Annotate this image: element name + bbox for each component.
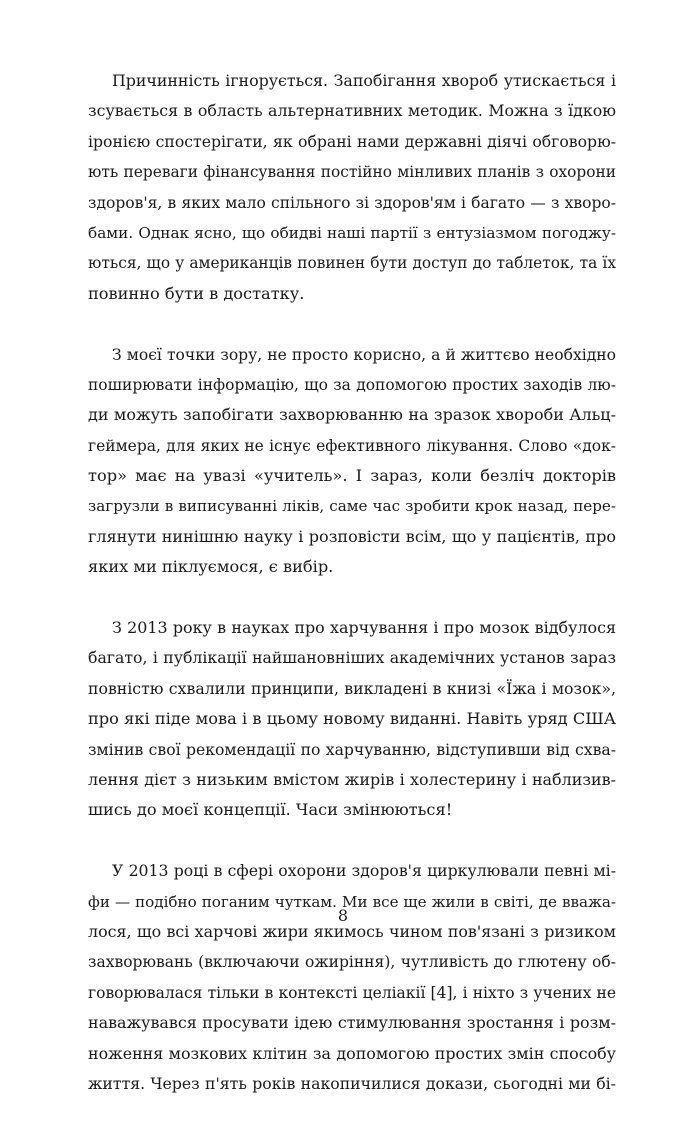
- text-line: ди можуть запобігати захворюванню на зразок хвороби Альц-: [88, 405, 616, 425]
- body-text: [88, 66, 616, 1130]
- text-line: тор» має на увазі «учитель». І зараз, коли безліч докторів: [88, 466, 616, 486]
- text-line: бами. Однак ясно, що обидві наші партії з ентузіазмом погоджу-: [88, 223, 616, 242]
- text-line: життя. Через п'ять років накопичилися докази, сьогодні ми бі-: [88, 1073, 616, 1093]
- text-line: наважувався просувати ідею стимулювання зростання і розм-: [88, 1013, 616, 1033]
- paragraph: [88, 613, 616, 826]
- text-line: повинно бути в достатку.: [88, 283, 305, 303]
- text-line: глянути нинішню науку і розповісти всім, що у пацієнтів, про: [88, 526, 616, 546]
- text-line: лення дієт з низьким вмістом жирів і холестерину і наблизив-: [88, 769, 616, 789]
- text-line: іронією спостерігати, як обрані нами державні діячі обговорю-: [88, 131, 616, 151]
- text-line: З 2013 року в науках про харчування і про мозок відбулося: [112, 618, 616, 638]
- text-line: змінив свої рекомендації по харчуванню, відступивши від схва-: [88, 739, 616, 759]
- text-line: повністю схвалили принципи, викладені в книзі «Їжа і мозок»,: [88, 678, 616, 698]
- text-line: ються, що у американців повинен бути доступ до таблеток, та їх: [88, 254, 616, 273]
- text-line: загрузли в виписуванні ліків, саме час зробити крок назад, пере-: [88, 497, 616, 516]
- text-line: про які піде мова і в цьому новому виданні. Навіть уряд США: [88, 709, 616, 729]
- text-line: фи — подібно поганим чуткам. Ми все ще жили в світі, де вважа-: [88, 892, 616, 911]
- text-line: З моєї точки зору, не просто корисно, а й життєво необхідно: [112, 345, 616, 364]
- text-line: У 2013 році в сфері охорони здоров'я циркулювали певні мі-: [112, 861, 616, 881]
- text-line: лося, що всі харчові жири якимось чином пов'язані з ризиком: [88, 921, 616, 941]
- text-line: здоров'я, в яких мало спільного зі здоров'ям і багато — з хворо-: [88, 193, 616, 212]
- paragraph: [88, 340, 616, 583]
- text-line: багато, і публікації найшановніших академічних установ зараз: [88, 648, 616, 668]
- text-line: ноження мозкових клітин за допомогою простих змін способу: [88, 1043, 616, 1063]
- text-line: ють переваги фінансування постійно мінливих планів з охорони: [88, 163, 616, 182]
- text-line: Причинність ігнорується. Запобігання хвороб утискається і: [112, 71, 616, 90]
- text-line: говорювалася тільки в контексті целіакії [4], і ніхто з учених не: [88, 983, 616, 1002]
- text-line: захворювань (включаючи ожиріння), чутливість до глютену об-: [88, 953, 616, 972]
- paragraph: [88, 66, 616, 309]
- text-line: яких ми піклуємося, є вибір.: [88, 557, 334, 577]
- text-line: поширювати інформацію, що за допомогою простих заходів лю-: [88, 375, 616, 394]
- page-number: 8: [337, 906, 349, 925]
- text-line: геймера, для яких не існує ефективного лікування. Слово «док-: [88, 436, 616, 455]
- text-line: шись до моєї концепції. Часи змінюються!: [88, 800, 453, 820]
- paragraph: [88, 856, 616, 1099]
- text-line: зсувається в область альтернативних методик. Можна з їдкою: [88, 101, 616, 121]
